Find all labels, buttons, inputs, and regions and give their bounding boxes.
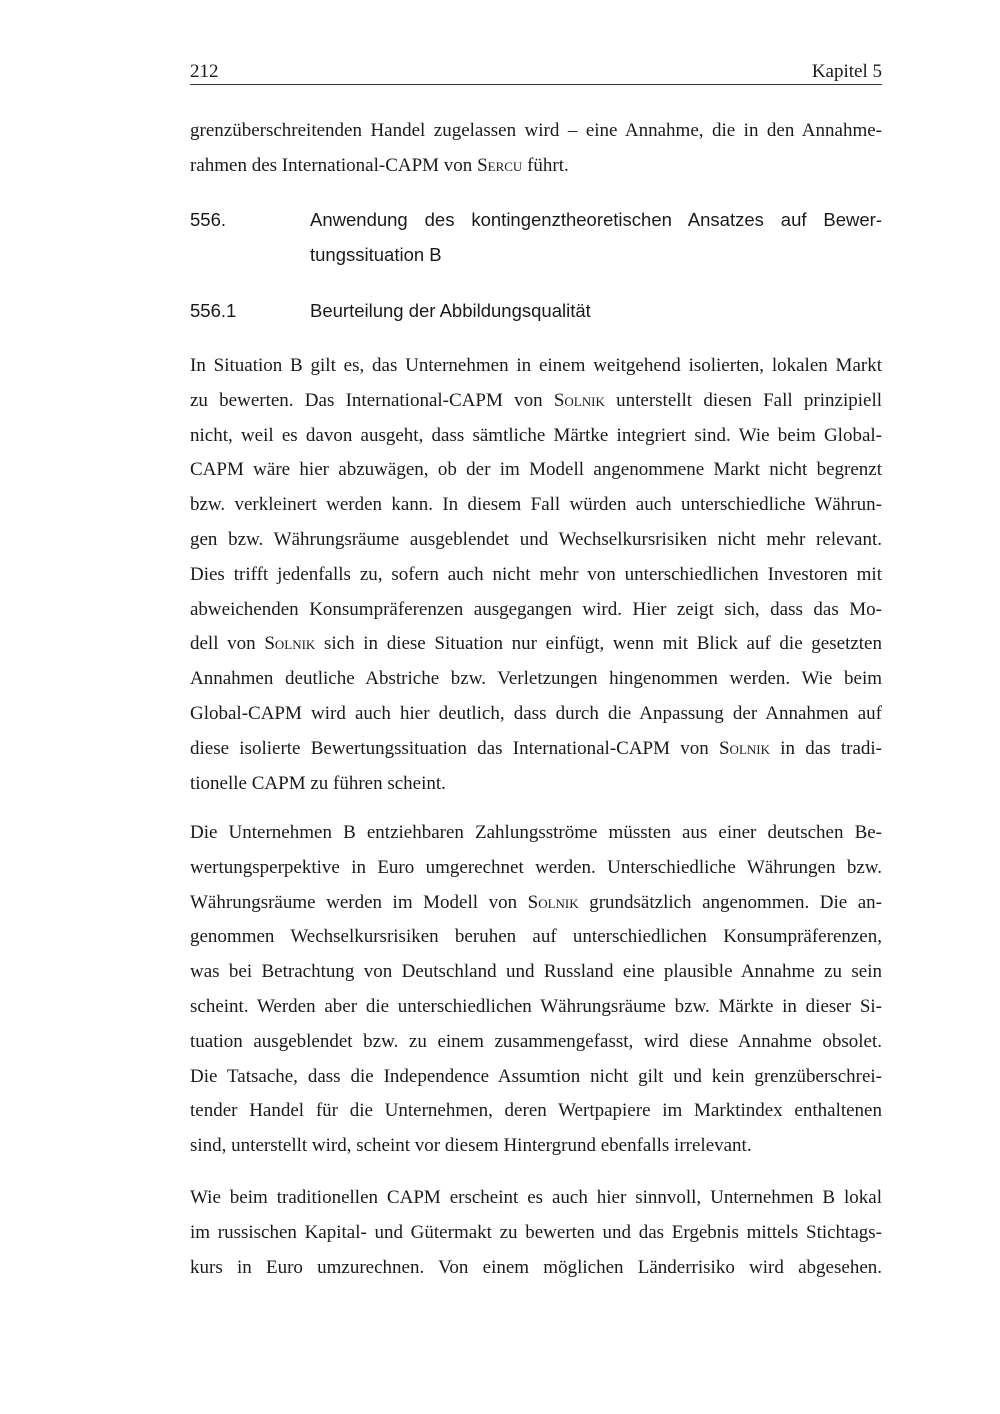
text-segment: Annahmen deutliche Abstriche bzw. Verletzungen hingenommen werden. Wie beim: [190, 668, 882, 690]
text-segment: bzw. verkleinert werden kann. In diesem Fall würden auch unterschiedliche Währun-: [190, 494, 882, 516]
chapter-title: Kapitel 5: [811, 61, 882, 82]
text-segment: scheint. Werden aber die unterschiedlichen Währungsräume bzw. Märkte in dieser Si-: [190, 995, 882, 1017]
text-line: [190, 732, 882, 767]
text-line: [190, 593, 882, 628]
section-heading: [190, 203, 882, 273]
text-line: [190, 419, 882, 454]
text-segment: Die Unternehmen B entziehbaren Zahlungsströme müssten aus einer deutschen Be-: [190, 822, 882, 843]
subsection-heading: [190, 294, 882, 329]
text-line: [190, 990, 882, 1025]
text-segment: Wie beim traditionellen CAPM erscheint es auch hier sinnvoll, Unternehmen B lokal: [190, 1187, 882, 1208]
text-segment: dell von: [190, 633, 265, 655]
page-number: 212: [190, 61, 219, 82]
text-segment: CAPM wäre hier abzuwägen, ob der im Modell angenommene Markt nicht begrenzt: [190, 459, 882, 481]
text-line: [190, 816, 882, 851]
text-segment: rahmen des International-CAPM von: [190, 154, 478, 176]
text-line: [190, 767, 882, 802]
text-segment: Die Tatsache, dass die Independence Assumtion nicht gilt und kein grenzüberschrei-: [190, 1065, 882, 1087]
text-line: [190, 627, 882, 662]
text-segment: genommen Wechselkursrisiken beruhen auf unterschiedlichen Konsumpräferenzen,: [190, 926, 882, 948]
text-segment: sind, unterstellt wird, scheint vor diesem Hintergrund ebenfalls irrelevant.: [190, 1135, 752, 1157]
text-segment: kurs in Euro umzurechnen. Von einem möglichen Länderrisiko wird abgesehen.: [190, 1256, 882, 1278]
section-number: 556.: [190, 209, 227, 230]
text-line: [190, 920, 882, 955]
text-line: [190, 1060, 882, 1095]
text-line: [190, 523, 882, 558]
text-segment: führt.: [522, 154, 569, 176]
text-line: [190, 1181, 882, 1216]
text-line: [190, 1216, 882, 1251]
text-segment: gen bzw. Währungsräume ausgeblendet und Wechselkursrisiken nicht mehr relevant.: [190, 528, 882, 550]
text-line: [190, 1094, 882, 1129]
text-line: [190, 558, 882, 593]
paragraph: [190, 1181, 882, 1285]
author-name: Sercu: [477, 154, 523, 176]
text-line: [190, 851, 882, 886]
subsection-number: 556.1: [190, 300, 237, 321]
text-line: [190, 886, 882, 921]
text-line: [190, 1129, 882, 1164]
author-name: Solnik: [718, 737, 770, 759]
text-line: [190, 488, 882, 523]
paragraph: [190, 816, 882, 1164]
text-line: [190, 1251, 882, 1286]
text-line: [190, 1025, 882, 1060]
text-line: [190, 349, 882, 384]
text-segment: sich in diese Situation nur einfügt, wenn mit Blick auf die gesetzten: [315, 633, 882, 655]
text-line: [190, 453, 882, 488]
text-segment: Global-CAPM wird auch hier deutlich, dass durch die Anpassung der Annahmen auf: [190, 702, 882, 724]
text-segment: abweichenden Konsumpräferenzen ausgegangen wird. Hier zeigt sich, dass das Mo-: [190, 598, 882, 620]
paragraph: [190, 114, 882, 184]
text-line: [190, 114, 882, 149]
text-segment: im russischen Kapital- und Gütermakt zu bewerten und das Ergebnis mittels Stichtags-: [190, 1221, 882, 1243]
running-header: [190, 60, 882, 85]
text-segment: zu bewerten. Das International-CAPM von: [190, 389, 554, 411]
text-line: [190, 149, 882, 184]
subsection-title: Beurteilung der Abbildungsqualität: [310, 300, 591, 321]
author-name: Solnik: [527, 891, 579, 913]
text-line: [190, 384, 882, 419]
text-segment: was bei Betrachtung von Deutschland und Russland eine plausible Annahme zu sein: [190, 961, 882, 983]
text-line: [190, 697, 882, 732]
text-segment: Dies trifft jedenfalls zu, sofern auch nicht mehr von unterschiedlichen Investoren mit: [190, 563, 882, 585]
text-segment: tionelle CAPM zu führen scheint.: [190, 772, 446, 794]
text-segment: wertungsperpektive in Euro umgerechnet werden. Unterschiedliche Währungen bzw.: [190, 856, 882, 878]
text-segment: unterstellt diesen Fall prinzipiell: [604, 389, 883, 411]
text-segment: In Situation B gilt es, das Unternehmen in einem weitgehend isolierten, lokalen Markt: [190, 355, 882, 376]
text-segment: in das tradi-: [770, 737, 882, 759]
section-title-line: tungssituation B: [310, 243, 442, 265]
author-name: Solnik: [264, 633, 316, 655]
text-segment: nicht, weil es davon ausgeht, dass sämtliche Märtke integriert sind. Wie beim Global-: [190, 424, 882, 446]
text-segment: Währungsräume werden im Modell von: [190, 891, 528, 913]
text-line: [190, 662, 882, 697]
author-name: Solnik: [553, 389, 605, 411]
text-segment: tuation ausgeblendet bzw. zu einem zusammengefasst, wird diese Annahme obsolet.: [190, 1030, 882, 1052]
text-segment: grenzüberschreitenden Handel zugelassen wird – eine Annahme, die in den Annahme-: [190, 120, 882, 141]
text-segment: tender Handel für die Unternehmen, deren Wertpapiere im Marktindex enthaltenen: [190, 1100, 882, 1122]
text-line: [190, 955, 882, 990]
text-segment: diese isolierte Bewertungssituation das International-CAPM von: [190, 737, 719, 759]
text-segment: grundsätzlich angenommen. Die an-: [578, 891, 882, 913]
paragraph: [190, 349, 882, 801]
section-title-line: Anwendung des kontingenztheoretischen Ansatzes auf Bewer-: [310, 209, 882, 230]
